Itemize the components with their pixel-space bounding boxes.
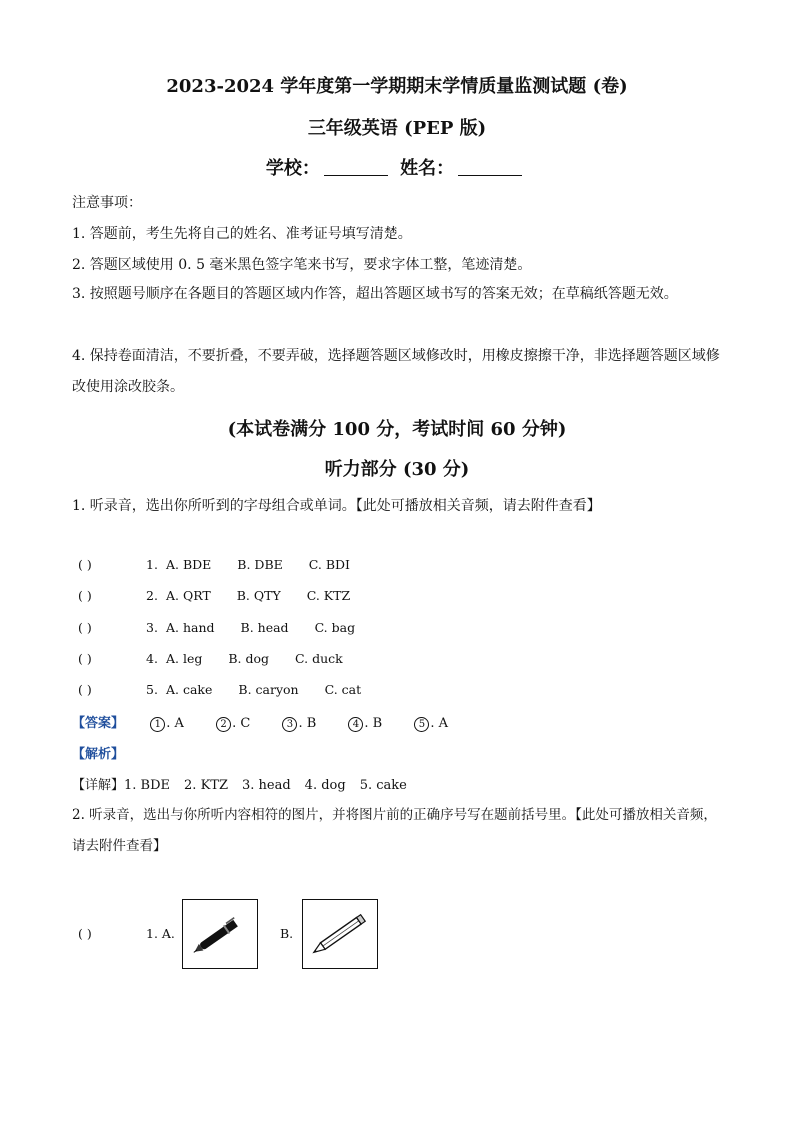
- q1-item-3: ( ) 3. A. hand B. head C. bag: [78, 620, 356, 635]
- option-b: B. dog: [228, 651, 270, 666]
- option-a: A. BDE: [165, 557, 212, 572]
- q1-detail-row: 【详解】1. BDE 2. KTZ 3. head 4. dog 5. cake: [72, 778, 407, 793]
- pen-picture: [182, 899, 258, 969]
- answer-2: 2 . C: [216, 716, 250, 731]
- exam-info: (本试卷满分 100 分，考试时间 60 分钟): [227, 419, 567, 440]
- option-a: A. QRT: [165, 588, 211, 603]
- answer-paren[interactable]: ( ): [78, 651, 92, 666]
- option-b: B. head: [240, 620, 289, 635]
- answer-paren[interactable]: ( ): [78, 557, 92, 572]
- q1-answer-row: [72, 712, 476, 732]
- answer-label: 【答案】: [72, 716, 125, 731]
- school-blank[interactable]: [324, 157, 388, 176]
- exam-subtitle: 三年级英语 (PEP 版): [307, 118, 487, 139]
- detail-label: 【详解】: [72, 778, 125, 793]
- answer-paren[interactable]: ( ): [78, 926, 92, 941]
- name-blank[interactable]: [458, 157, 522, 176]
- option-c: C. bag: [314, 620, 356, 635]
- note-item-2: 2. 答题区域使用 0. 5 毫米黑色签字笔来书写，要求字体工整，笔迹清楚。: [72, 257, 532, 273]
- note-item-1: 1. 答题前，考生先将自己的姓名、准考证号填写清楚。: [72, 226, 412, 242]
- pencil-icon: [303, 900, 377, 968]
- option-c: C. BDI: [308, 557, 350, 572]
- q1-item-4: ( ) 4. A. leg B. dog C. duck: [78, 651, 343, 666]
- option-a: A. cake: [165, 682, 213, 697]
- section-title: 听力部分 (30 分): [324, 459, 470, 480]
- q1-item-5: ( ) 5. A. cake B. caryon C. cat: [78, 682, 362, 697]
- note-item-3: 3. 按照题号顺序在各题目的答题区域内作答，超出答题区域书写的答案无效；在草稿纸答题无效。: [72, 286, 678, 302]
- notes-heading: 注意事项：: [72, 195, 142, 211]
- answer-paren[interactable]: ( ): [78, 588, 92, 603]
- q1-prompt: 1. 听录音，选出你所听到的字母组合或单词。【此处可播放相关音频，请去附件查看】: [72, 498, 601, 514]
- answer-4: 4 . B: [348, 716, 382, 731]
- fountain-pen-icon: [183, 900, 257, 968]
- q2-prompt: 2. 听录音，选出与你所听内容相符的图片，并将图片前的正确序号写在题前括号里。【此处可播放相关音频，请去附件查看】: [72, 807, 717, 854]
- school-label: 学校：: [265, 158, 320, 179]
- name-label: 姓名：: [400, 158, 455, 179]
- note-item-4: 4. 保持卷面清洁，不要折叠，不要弄破，选择题答题区域修改时，用橡皮擦擦干净，非选择题答题区域修改使用涂改胶条。: [72, 348, 720, 395]
- option-a: A. hand: [165, 620, 215, 635]
- option-c: C. duck: [295, 651, 343, 666]
- exam-title: 2023-2024 学年度第一学期期末学情质量监测试题 (卷): [166, 76, 628, 97]
- option-a: A. leg: [165, 651, 203, 666]
- option-b: B. caryon: [238, 682, 299, 697]
- q1-item-1: ( ) 1. A. BDE B. DBE C. BDI: [78, 557, 350, 572]
- q1-item-2: ( ) 2. A. QRT B. QTY C. KTZ: [78, 588, 351, 603]
- option-b-label: B.: [280, 926, 294, 941]
- option-c: C. cat: [324, 682, 362, 697]
- option-c: C. KTZ: [306, 588, 351, 603]
- pencil-picture: [302, 899, 378, 969]
- student-info-row: [0, 154, 794, 180]
- option-b: B. DBE: [237, 557, 283, 572]
- option-b: B. QTY: [236, 588, 281, 603]
- answer-paren[interactable]: ( ): [78, 620, 92, 635]
- analysis-label: 【解析】: [72, 747, 125, 762]
- answer-1: 1 . A: [150, 716, 184, 731]
- answer-5: 5 . A: [414, 716, 448, 731]
- answer-paren[interactable]: ( ): [78, 682, 92, 697]
- q2-item-label: 1. A.: [146, 926, 175, 941]
- q2-item-1: [78, 926, 175, 941]
- answer-3: 3 . B: [282, 716, 316, 731]
